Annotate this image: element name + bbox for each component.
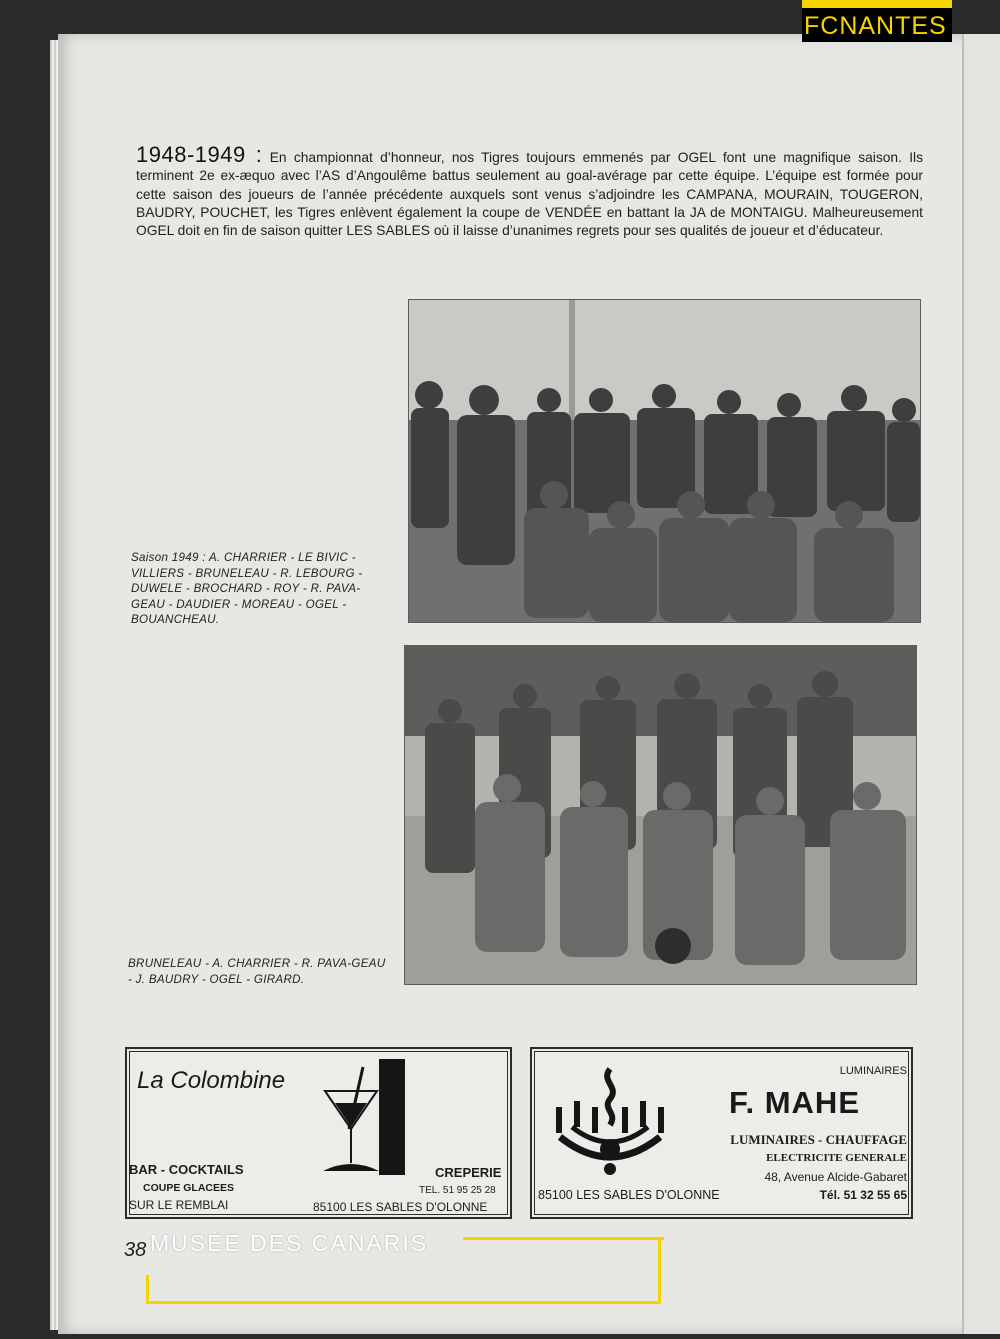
coupe-glacees: COUPE GLACEES xyxy=(143,1182,235,1194)
mahe-tel: Tél. 51 32 55 65 xyxy=(819,1188,907,1202)
advert-la-colombine xyxy=(125,1047,512,1219)
colombine-address: 85100 LES SABLES D'OLONNE xyxy=(313,1200,488,1214)
brand-stripe xyxy=(802,0,952,8)
advert-title: F. MAHE xyxy=(729,1085,860,1120)
page-number: 38 xyxy=(124,1239,147,1261)
sur-le-remblai: SUR LE REMBLAI xyxy=(129,1198,229,1212)
luminaires-chauffage: LUMINAIRES - CHAUFFAGE xyxy=(730,1132,907,1147)
luminaires-top: LUMINAIRES xyxy=(839,1065,907,1077)
article-intro xyxy=(136,142,924,240)
mahe-city: 85100 LES SABLES D'OLONNE xyxy=(538,1188,720,1202)
team-photo-1949 xyxy=(408,299,921,623)
season-heading: 1948-1949 : xyxy=(136,142,263,167)
brand-logo-text: FCNANTES xyxy=(804,12,947,40)
photo-caption-2: BRUNELEAU - A. CHARRIER - R. PAVA-GEAU - J. BAUDRY - OGEL - GIRARD. xyxy=(128,957,386,986)
colombine-tel: TEL. 51 95 25 28 xyxy=(419,1185,496,1196)
museum-frame-top xyxy=(463,1237,664,1240)
electricite-generale: ELECTRICITE GENERALE xyxy=(766,1152,907,1164)
creperie: CREPERIE xyxy=(435,1165,502,1180)
advert-title: La Colombine xyxy=(137,1067,286,1094)
team-photo-2 xyxy=(404,645,917,985)
museum-frame-gap xyxy=(146,1238,149,1275)
article-body: En championnat d’honneur, nos Tigres toujours emmenés par OGEL font une magnifique saison. Ils terminent 2e ex-æquo avec l’AS d’Angoulême battus seulement au goal-avérage par cette équipe. L’équipe est formée pour cette saison des joueurs de l’année précédente auxquels sont venus s’adjoindre les CAMPANA, MOURAIN, TOUGERON, BAUDRY, POUCHET, les Tigres enlèvent également la coupe de VENDÉE en battant la JA de MONTAIGU. Malheureusement OGEL doit en fin de saison quitter LES SABLES où il laisse d’unanimes regrets pour ses qualités de joueur et d’éducateur. xyxy=(136,150,924,239)
cocktail-glass-icon xyxy=(315,1059,407,1179)
chandelier-icon xyxy=(550,1067,670,1177)
museum-watermark: MUSÉE DES CANARIS xyxy=(150,1230,429,1256)
bar-cocktails: BAR - COCKTAILS xyxy=(129,1162,244,1177)
advert-f-mahe xyxy=(530,1047,913,1219)
next-page-edge xyxy=(962,34,1000,1334)
photo-caption-1: Saison 1949 : A. CHARRIER - LE BIVIC - VILLIERS - BRUNELEAU - R. LEBOURG - DUWELE - BROCHARD - ROY - R. PAVA-GEAU - DAUDIER - MOREAU - OGEL - BOUANCHEAU. xyxy=(131,551,363,626)
mahe-street: 48, Avenue Alcide-Gabaret xyxy=(764,1170,907,1184)
